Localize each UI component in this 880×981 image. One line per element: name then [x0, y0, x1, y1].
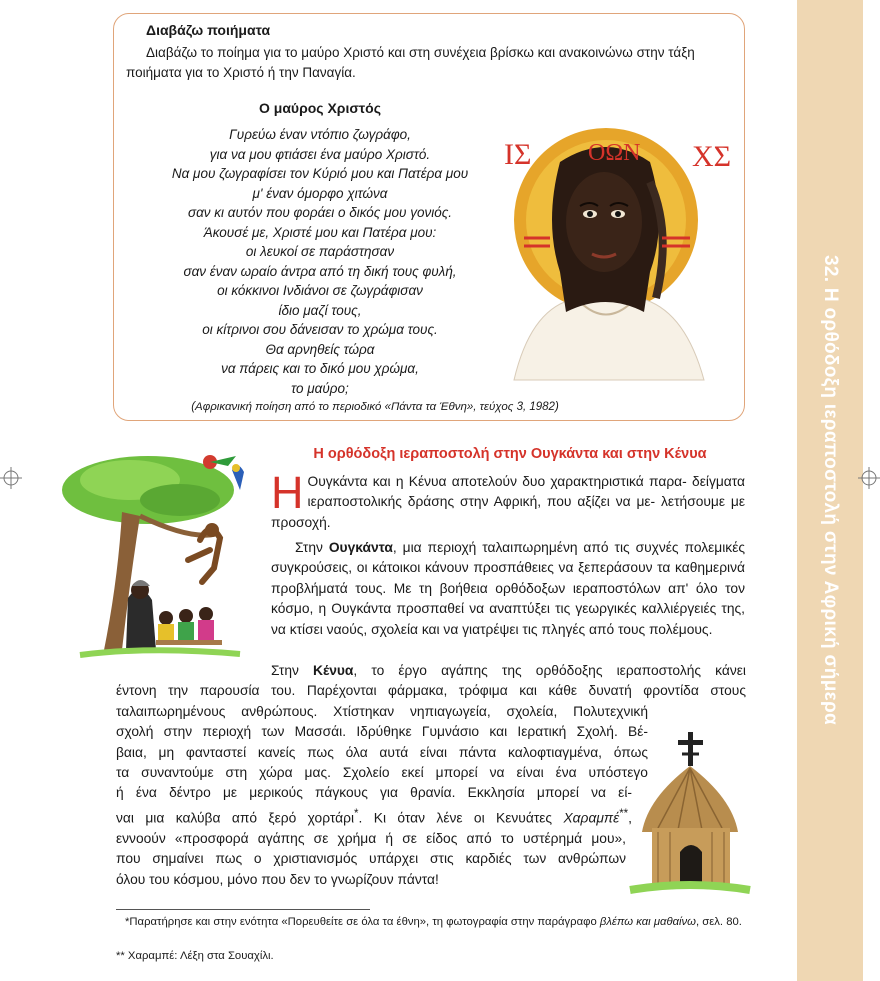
text-line	[116, 804, 632, 829]
tree-school-illustration	[60, 450, 255, 665]
keyword-kenya: Κένυα	[313, 663, 354, 678]
text-run: βλέπω και μαθαίνω	[599, 916, 696, 928]
text-line: έντονη την παρουσία του. Παρέχονται φάρμακα, τρόφιμα και κάθε δυνατή φροντίδα στους	[116, 683, 746, 699]
text-line: Ουγκάντα και η Κένυα αποτελούν δυο χαρακτηριστικά παρα-	[307, 474, 687, 489]
poem-line: σαν κι αυτόν που φοράει ο δικός μου γονιός.	[187, 205, 453, 220]
text-line: σχολή στην περιοχή των Μασσάι. Ιδρύθηκε Γυμνάσιο και Ιερατική Σχολή. Βέ-	[116, 724, 648, 740]
black-christ-icon	[500, 122, 740, 392]
text-run: . Κι όταν λένε οι Κενυάτες	[358, 810, 564, 826]
poem-line: μ' έναν όμορφο χιτώνα	[252, 185, 388, 201]
poem-line: το μαύρο;	[291, 380, 349, 396]
text-run: , το έργο αγάπης της ορθόδοξης ιεραποστολής κάνει	[353, 663, 746, 678]
text-run: Στην	[295, 540, 329, 555]
box-instructions: Διαβάζω το ποίημα για το μαύρο Χριστό και στη συνέχεια βρίσκω και ανακοινώνω στην τάξη ποιήματα για το Χριστό ή την Παναγία.	[126, 45, 695, 80]
paragraph-intro	[271, 467, 745, 533]
footnote-divider	[116, 909, 370, 910]
text-line: ταλαιπωρημένους ανθρώπους. Χτίστηκαν νηπιαγωγεία, σχολεία, Πολυτεχνική	[116, 703, 648, 719]
icon-letters-right: XΣ	[692, 140, 732, 173]
text-line	[116, 661, 746, 681]
chapter-title: 32. Η ορθόδοξη ιεραποστολή στην Αφρική σήμερα	[820, 255, 841, 725]
footnote-marker: *	[354, 807, 359, 820]
text-line: που σημαίνει πως ο χριστιανισμός υπάρχει στις καρδιές των ανθρώπων	[116, 851, 626, 867]
poem-line: Θα αρνηθείς τώρα	[265, 341, 375, 357]
text-line: τα συναντούμε στη χώρα μας. Σχολείο εκεί μπορεί να είναι ένα υπόστεγο	[116, 765, 648, 781]
icon-letters-left: IΣ	[504, 138, 532, 171]
poem-line: για να μου φτιάσει ένα μαύρο Χριστό.	[209, 146, 431, 162]
text-line: βαια, μη φανταστεί κανείς πως όλα αυτά είναι πάντα καλοφτιαγμένα, όπως	[116, 744, 648, 760]
registration-mark-icon	[0, 467, 22, 489]
drop-cap: Η	[271, 467, 304, 518]
box-heading: Διαβάζω ποιήματα	[146, 22, 271, 38]
poem-line: Να μου ζωγραφίσει τον Κύριό μου και Πατέρα μου	[171, 166, 469, 181]
text-line: δείγματα ιεραποστολικής δράσης στην Αφρική, που αξίζει να με-	[307, 474, 745, 510]
hut-chapel-illustration	[628, 728, 753, 900]
poem-line: οι λευκοί σε παράστησαν	[245, 244, 395, 259]
poem-line: Άκουσέ με, Χριστέ μου και Πατέρα μου:	[203, 224, 437, 240]
term-harambe: Χαραμπέ	[563, 810, 620, 826]
footnote-marker: **	[619, 807, 629, 820]
text-run: *Παρατήρησε και στην ενότητα «Πορευθείτε σε όλα τα έθνη», τη φωτογραφία στην παράγραφο	[125, 916, 600, 928]
poem-text	[140, 125, 500, 398]
text-run: ναι μια καλύβα από ξερό χορτάρι	[116, 810, 355, 826]
icon-letters-top: ΟΩΝ	[588, 140, 641, 166]
registration-mark-icon	[858, 467, 880, 489]
poem-line: να πάρεις και το δικό μου χρώμα,	[221, 361, 419, 376]
poem-source: (Αφρικανική ποίηση από το περιοδικό «Πάντα τα Έθνη», τεύχος 3, 1982)	[191, 401, 559, 413]
text-run: ,	[628, 810, 632, 826]
text-line: ή ένα δέντρο με μερικούς πάγκους για θρανία. Εκκλησία μπορεί να εί-	[116, 785, 632, 801]
footnote-2: ** Χαραμπέ: Λέξη στα Σουαχίλι.	[116, 950, 274, 962]
paragraph-uganda	[271, 538, 745, 640]
text-run: , μια περιοχή ταλαιπωρημένη από τις συχνές πολεμικές συγκρούσεις, οι κάτοικοι κάνουν προσπάθειες να ξεπεράσουν τα καθημερινά προβλήματά τους. Με τη βοήθεια ορθόδοξων ιεραποστόλων απ' όλο τον κόσμο, η Ουγκάντα προσπαθεί να αναπτύξει τις γεωργικές καλλιέργειές της, να κτίσει ναούς, σχολεία και να γιατρέψει τις πληγές από τους πολέμους.	[271, 540, 745, 637]
poem-line: Γυρεύω έναν ντόπιο ζωγράφο,	[229, 127, 411, 142]
keyword-uganda: Ουγκάντα	[328, 540, 393, 555]
poem-line: οι κίτρινοι σου δάνεισαν το χρώμα τους.	[202, 322, 438, 337]
poem-line: ίδιο μαζί τους,	[278, 302, 362, 318]
poem-line: οι κόκκινοι Ινδιάνοι σε ζωγράφισαν	[217, 283, 423, 298]
footnote-1	[125, 914, 750, 930]
text-line: λετήσουμε με προσοχή.	[271, 494, 745, 530]
poem-title: Ο μαύρος Χριστός	[258, 100, 382, 116]
text-run: Στην	[271, 663, 314, 678]
text-line: εννοούν «προσφορά αγάπης σε χρήμα ή σε είδος από το υστέρημά μου»,	[116, 830, 626, 846]
poem-line: σαν έναν ωραίο άντρα από τη δική τους φυλή,	[183, 263, 457, 279]
article-title: Η ορθόδοξη ιεραποστολή στην Ουγκάντα και στην Κένυα	[313, 446, 707, 462]
text-line: όλου του κόσμου, μόνο που δεν το γνωρίζουν πάντα!	[116, 871, 439, 887]
text-run: , σελ. 80.	[695, 916, 742, 928]
